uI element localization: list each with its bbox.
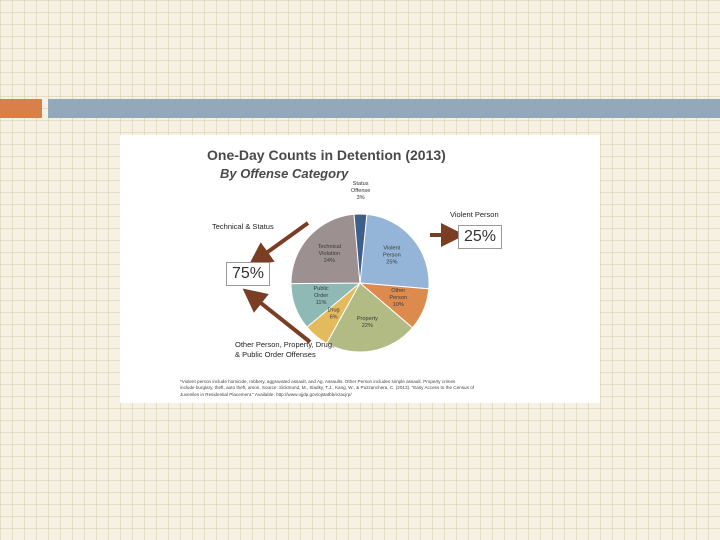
slice-label-drug: Drug 6% <box>327 307 340 321</box>
slice-label-property: Property 22% <box>356 316 378 330</box>
footnote <box>180 379 540 398</box>
other-offenses-label-line1: Other Person, Property, Drug, <box>235 340 335 349</box>
violent-pct-box: 25% <box>458 225 502 249</box>
slice-label-public-order: Public Order 11% <box>313 286 329 307</box>
chart-title: One-Day Counts in Detention (2013) <box>207 147 446 163</box>
technical-status-label: Technical & Status <box>212 222 274 231</box>
slice-label-violent-person: Violent Person 25% <box>382 245 401 266</box>
footnote-line-2: include burglary, theft, auto theft, arson. Source: Sickmund, M., Sladky, T.J., Kang, W., & Puzzanchera, C. (2013). "Easy Access to the Census of <box>180 385 474 391</box>
slice-label-status-offense: Status Offense 3% <box>350 181 371 202</box>
chart-image <box>120 135 600 403</box>
title-bar <box>48 99 720 118</box>
pie-slices <box>291 214 429 352</box>
footnote-line-1: *Violent person include homicide, robbery, aggravated assault, and Ag. Assaults. Other Person includes simple assault. Property crimes <box>180 379 456 384</box>
pie-chart <box>120 135 600 403</box>
violent-person-label: Violent Person <box>450 210 499 219</box>
other-offenses-label-line2: & Public Order Offenses <box>235 350 316 359</box>
slice-label-technical-violation: Technical Violation 24% <box>317 244 342 265</box>
other-pct-box: 75% <box>226 262 270 286</box>
footnote-line-3: Juveniles in Residential Placement." Available: http://www.ojjdp.gov/ojstatbb/ezacjrp/ <box>180 391 352 397</box>
chart-subtitle: By Offense Category <box>220 166 349 181</box>
accent-bar <box>0 99 42 118</box>
slice-label-other-person: Other Person 10% <box>389 287 408 308</box>
